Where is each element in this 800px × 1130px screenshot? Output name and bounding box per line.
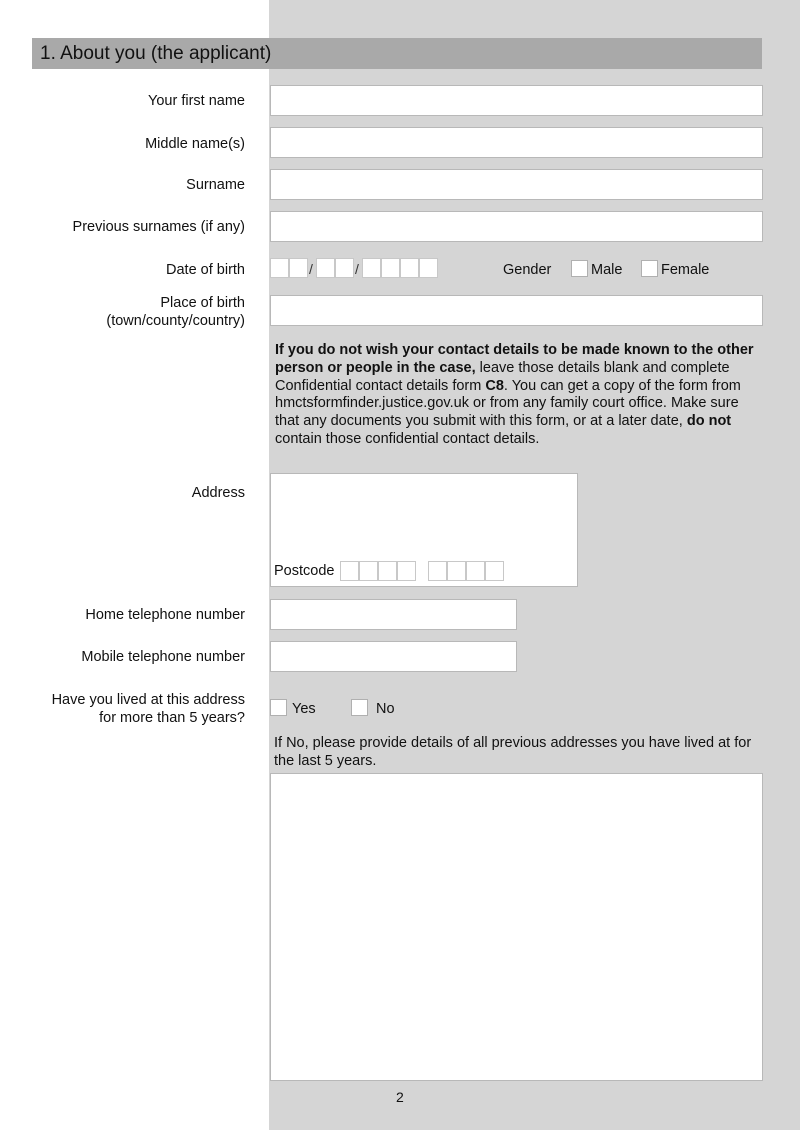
mobile-phone-label: Mobile telephone number: [81, 649, 245, 665]
no-label: No: [376, 701, 395, 717]
dob-year-digit-2[interactable]: [381, 258, 400, 278]
male-label: Male: [591, 262, 623, 278]
middle-names-field[interactable]: [270, 127, 763, 158]
yes-checkbox[interactable]: [270, 699, 287, 716]
notice-form-code: C8: [485, 377, 504, 394]
first-name-field[interactable]: [270, 85, 763, 116]
place-of-birth-label: Place of birth: [160, 295, 245, 311]
dob-day-digit-1[interactable]: [270, 258, 289, 278]
dob-year-digit-4[interactable]: [419, 258, 438, 278]
postcode-label: Postcode: [274, 563, 335, 579]
notice-text: contain those confidential contact details.: [275, 430, 540, 447]
dob-separator: /: [355, 261, 359, 277]
address-label: Address: [191, 485, 245, 501]
lived-5-years-sublabel: for more than 5 years?: [99, 710, 245, 726]
postcode-cell[interactable]: [359, 561, 378, 581]
page-number: 2: [396, 1089, 404, 1105]
male-checkbox[interactable]: [571, 260, 588, 277]
section-title: 1. About you (the applicant): [40, 43, 272, 64]
first-name-label: Your first name: [148, 93, 245, 109]
postcode-cell[interactable]: [428, 561, 447, 581]
previous-addresses-field[interactable]: [270, 773, 763, 1081]
home-phone-label: Home telephone number: [85, 607, 245, 623]
notice-text: . You can get a copy of the form from hmctsformfinder.justice.gov.uk or from any family court office. Make sure that any documents you submit with this form, or at a later date,: [275, 377, 741, 430]
female-checkbox[interactable]: [641, 260, 658, 277]
dob-year-digit-1[interactable]: [362, 258, 381, 278]
dob-month-digit-2[interactable]: [335, 258, 354, 278]
postcode-cell[interactable]: [340, 561, 359, 581]
postcode-cell[interactable]: [447, 561, 466, 581]
mobile-phone-field[interactable]: [270, 641, 517, 672]
date-of-birth-label: Date of birth: [166, 262, 245, 278]
previous-surnames-field[interactable]: [270, 211, 763, 242]
surname-field[interactable]: [270, 169, 763, 200]
notice-do-not: do not: [686, 413, 732, 430]
yes-label: Yes: [292, 701, 316, 717]
lived-5-years-label: Have you lived at this address: [51, 692, 245, 708]
confidential-notice: [275, 342, 755, 449]
no-checkbox[interactable]: [351, 699, 368, 716]
middle-names-label: Middle name(s): [145, 136, 245, 152]
home-phone-field[interactable]: [270, 599, 517, 630]
postcode-cell[interactable]: [397, 561, 416, 581]
postcode-cell[interactable]: [485, 561, 504, 581]
postcode-cell[interactable]: [466, 561, 485, 581]
dob-separator: /: [309, 261, 313, 277]
notice-text: leave those details blank and complete Confidential contact details form: [275, 359, 730, 394]
female-label: Female: [661, 262, 710, 278]
previous-addresses-instruction: If No, please provide details of all previous addresses you have lived at for the last 5 years.: [274, 735, 752, 769]
place-of-birth-sublabel: (town/county/country): [106, 313, 245, 329]
dob-month-digit-1[interactable]: [316, 258, 335, 278]
dob-day-digit-2[interactable]: [289, 258, 308, 278]
postcode-cell[interactable]: [378, 561, 397, 581]
gender-label: Gender: [503, 262, 552, 278]
notice-bold-intro: If you do not wish your contact details to be made known to the other person or people in the case,: [275, 342, 754, 376]
previous-surnames-label: Previous surnames (if any): [72, 219, 245, 235]
place-of-birth-field[interactable]: [270, 295, 763, 326]
surname-label: Surname: [186, 177, 245, 193]
section-header: [32, 38, 762, 69]
dob-year-digit-3[interactable]: [400, 258, 419, 278]
address-field[interactable]: [270, 473, 578, 587]
